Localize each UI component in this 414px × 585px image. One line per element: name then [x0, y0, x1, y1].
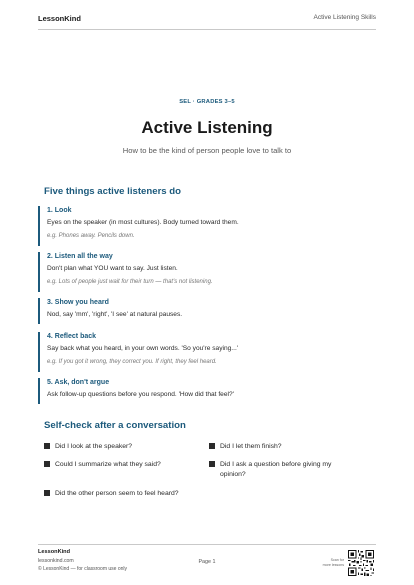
tip-description: Nod, say 'mm', 'right', 'I see' at natural pauses. — [47, 311, 183, 318]
checklist-text: Could I summarize what they said? — [55, 461, 161, 468]
page-title: Active Listening — [141, 118, 273, 137]
tip-card — [38, 298, 338, 324]
footer-brand: LessonKind — [38, 549, 71, 555]
footer-divider — [38, 544, 376, 545]
footer-copyright: © LessonKind — for classroom use only — [38, 566, 128, 572]
tip-example: e.g. If you got it wrong, they correct you. If right, they feel heard. — [47, 359, 217, 365]
page-header — [0, 0, 414, 38]
page-subtitle: How to be the kind of person people love to talk to — [122, 146, 292, 155]
qr-caption-line: Scan for — [330, 558, 344, 562]
checklist-text: Did I ask a question before giving my — [220, 461, 332, 468]
section-heading-self-check: Self-check after a conversation — [44, 420, 186, 431]
checklist-item — [44, 489, 179, 499]
tip-description: Ask follow-up questions before you respond. 'How did that feel?' — [47, 391, 234, 398]
tip-description: Say back what you heard, in your own words. 'So you're saying...' — [47, 345, 239, 352]
brand-logo-text: LessonKind — [38, 14, 81, 23]
checklist-text: Did I look at the speaker? — [55, 443, 133, 450]
tip-card — [38, 378, 338, 404]
tip-example: e.g. Phones away. Pencils down. — [47, 233, 135, 239]
header-divider — [38, 29, 376, 30]
qr-caption — [314, 558, 344, 567]
tip-title: 3. Show you heard — [47, 299, 109, 306]
tip-card — [38, 206, 338, 246]
checkbox-square-icon — [44, 461, 50, 467]
tip-title: 2. Listen all the way — [47, 253, 113, 260]
checklist-item — [209, 442, 282, 452]
checkbox-square-icon — [44, 490, 50, 496]
footer-website-link[interactable]: lessonkind.com — [38, 558, 74, 564]
qr-caption-line: more lessons — [322, 562, 344, 567]
header-doc-title: Active Listening Skills — [313, 14, 376, 21]
checklist-item — [44, 442, 132, 452]
checkbox-square-icon — [209, 461, 215, 467]
tip-example: e.g. Lots of people just wait for their turn — that's not listening. — [47, 279, 213, 285]
checkbox-square-icon — [209, 443, 215, 449]
checklist-text: Did I let them finish? — [220, 443, 282, 450]
checklist-text: Did the other person seem to feel heard? — [55, 490, 179, 497]
checkbox-square-icon — [44, 443, 50, 449]
checklist-item — [209, 460, 369, 480]
page-number: Page 1 — [198, 559, 216, 565]
tip-description: Don't plan what YOU want to say. Just listen. — [47, 265, 178, 272]
section-heading-five-things: Five things active listeners do — [44, 186, 182, 197]
tip-description: Eyes on the speaker (in most cultures). Body turned toward them. — [47, 219, 239, 226]
tip-title: 1. Look — [47, 207, 72, 214]
checklist-item — [44, 460, 161, 470]
qr-code-icon[interactable] — [348, 550, 374, 576]
tip-card — [38, 252, 338, 292]
checklist-text-continued: opinion? — [220, 471, 246, 478]
tip-title: 4. Reflect back — [47, 333, 97, 340]
tip-title: 5. Ask, don't argue — [47, 379, 110, 386]
tip-card — [38, 332, 338, 372]
grade-eyebrow: SEL · GRADES 3–5 — [179, 99, 235, 105]
